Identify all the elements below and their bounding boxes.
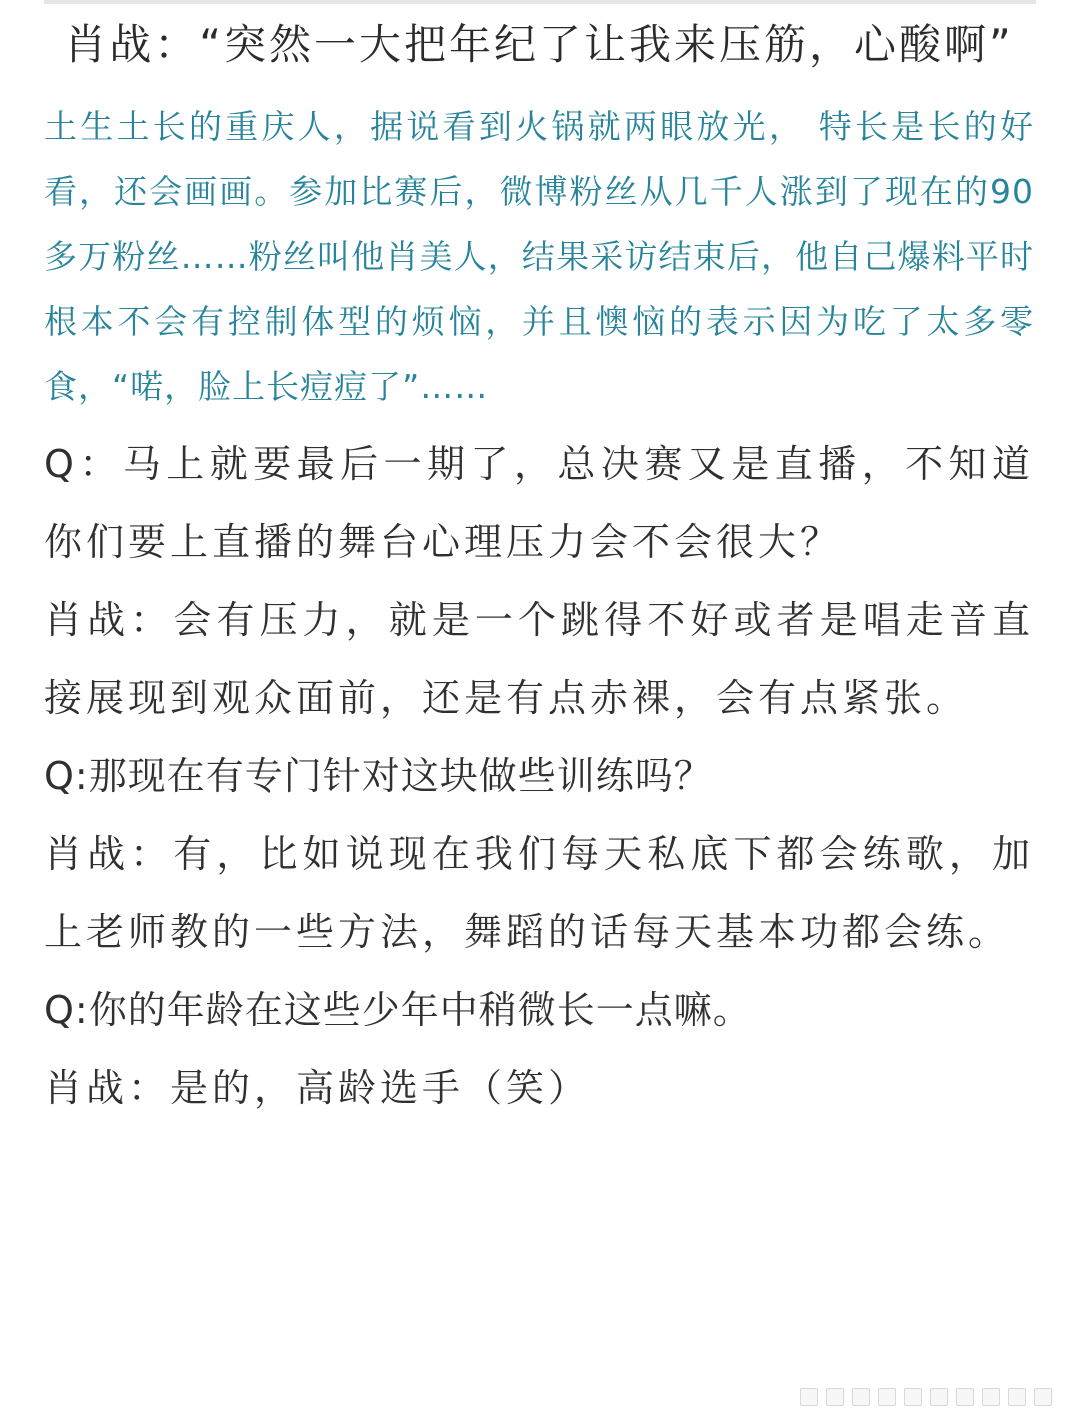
watermark-dot — [852, 1388, 870, 1406]
question-1: Q：马上就要最后一期了，总决赛又是直播，不知道你们要上直播的舞台心理压力会不会很大？ — [44, 442, 1034, 564]
watermark-dot — [982, 1388, 1000, 1406]
answer-3: 肖战：是的，高龄选手（笑） — [44, 1066, 591, 1110]
watermark-dot — [1008, 1388, 1026, 1406]
answer-2: 肖战：有，比如说现在我们每天私底下都会练歌，加上老师教的一些方法，舞蹈的话每天基本功都会练。 — [44, 832, 1034, 954]
question-2: Q:那现在有专门针对这块做些训练吗？ — [44, 754, 713, 798]
answer-1: 肖战：会有压力，就是一个跳得不好或者是唱走音直接展现到观众面前，还是有点赤裸，会有点紧张。 — [44, 598, 1034, 720]
intro-paragraph: 土生土长的重庆人，据说看到火锅就两眼放光， 特长是长的好看，还会画画。参加比赛后，微博粉丝从几千人涨到了现在的90多万粉丝……粉丝叫他肖美人，结果采访结束后，他自己爆料平时根本不会有控制体型的烦恼，并且懊恼的表示因为吃了太多零食，“喏，脸上长痘痘了”…… — [44, 107, 1034, 406]
top-divider — [44, 0, 1036, 4]
watermark-dot — [904, 1388, 922, 1406]
watermark-dot — [930, 1388, 948, 1406]
watermark-dot — [956, 1388, 974, 1406]
watermark-dot — [800, 1388, 818, 1406]
watermark-dot — [826, 1388, 844, 1406]
watermark-dot — [1034, 1388, 1052, 1406]
question-3: Q:你的年龄在这些少年中稍微长一点嘛。 — [44, 988, 752, 1032]
article-title: 肖战：“突然一大把年纪了让我来压筋，心酸啊” — [64, 20, 1014, 69]
article — [44, 6, 1034, 1127]
watermark-dots — [800, 1388, 1052, 1406]
watermark-dot — [878, 1388, 896, 1406]
interview-qa — [44, 425, 1034, 1127]
